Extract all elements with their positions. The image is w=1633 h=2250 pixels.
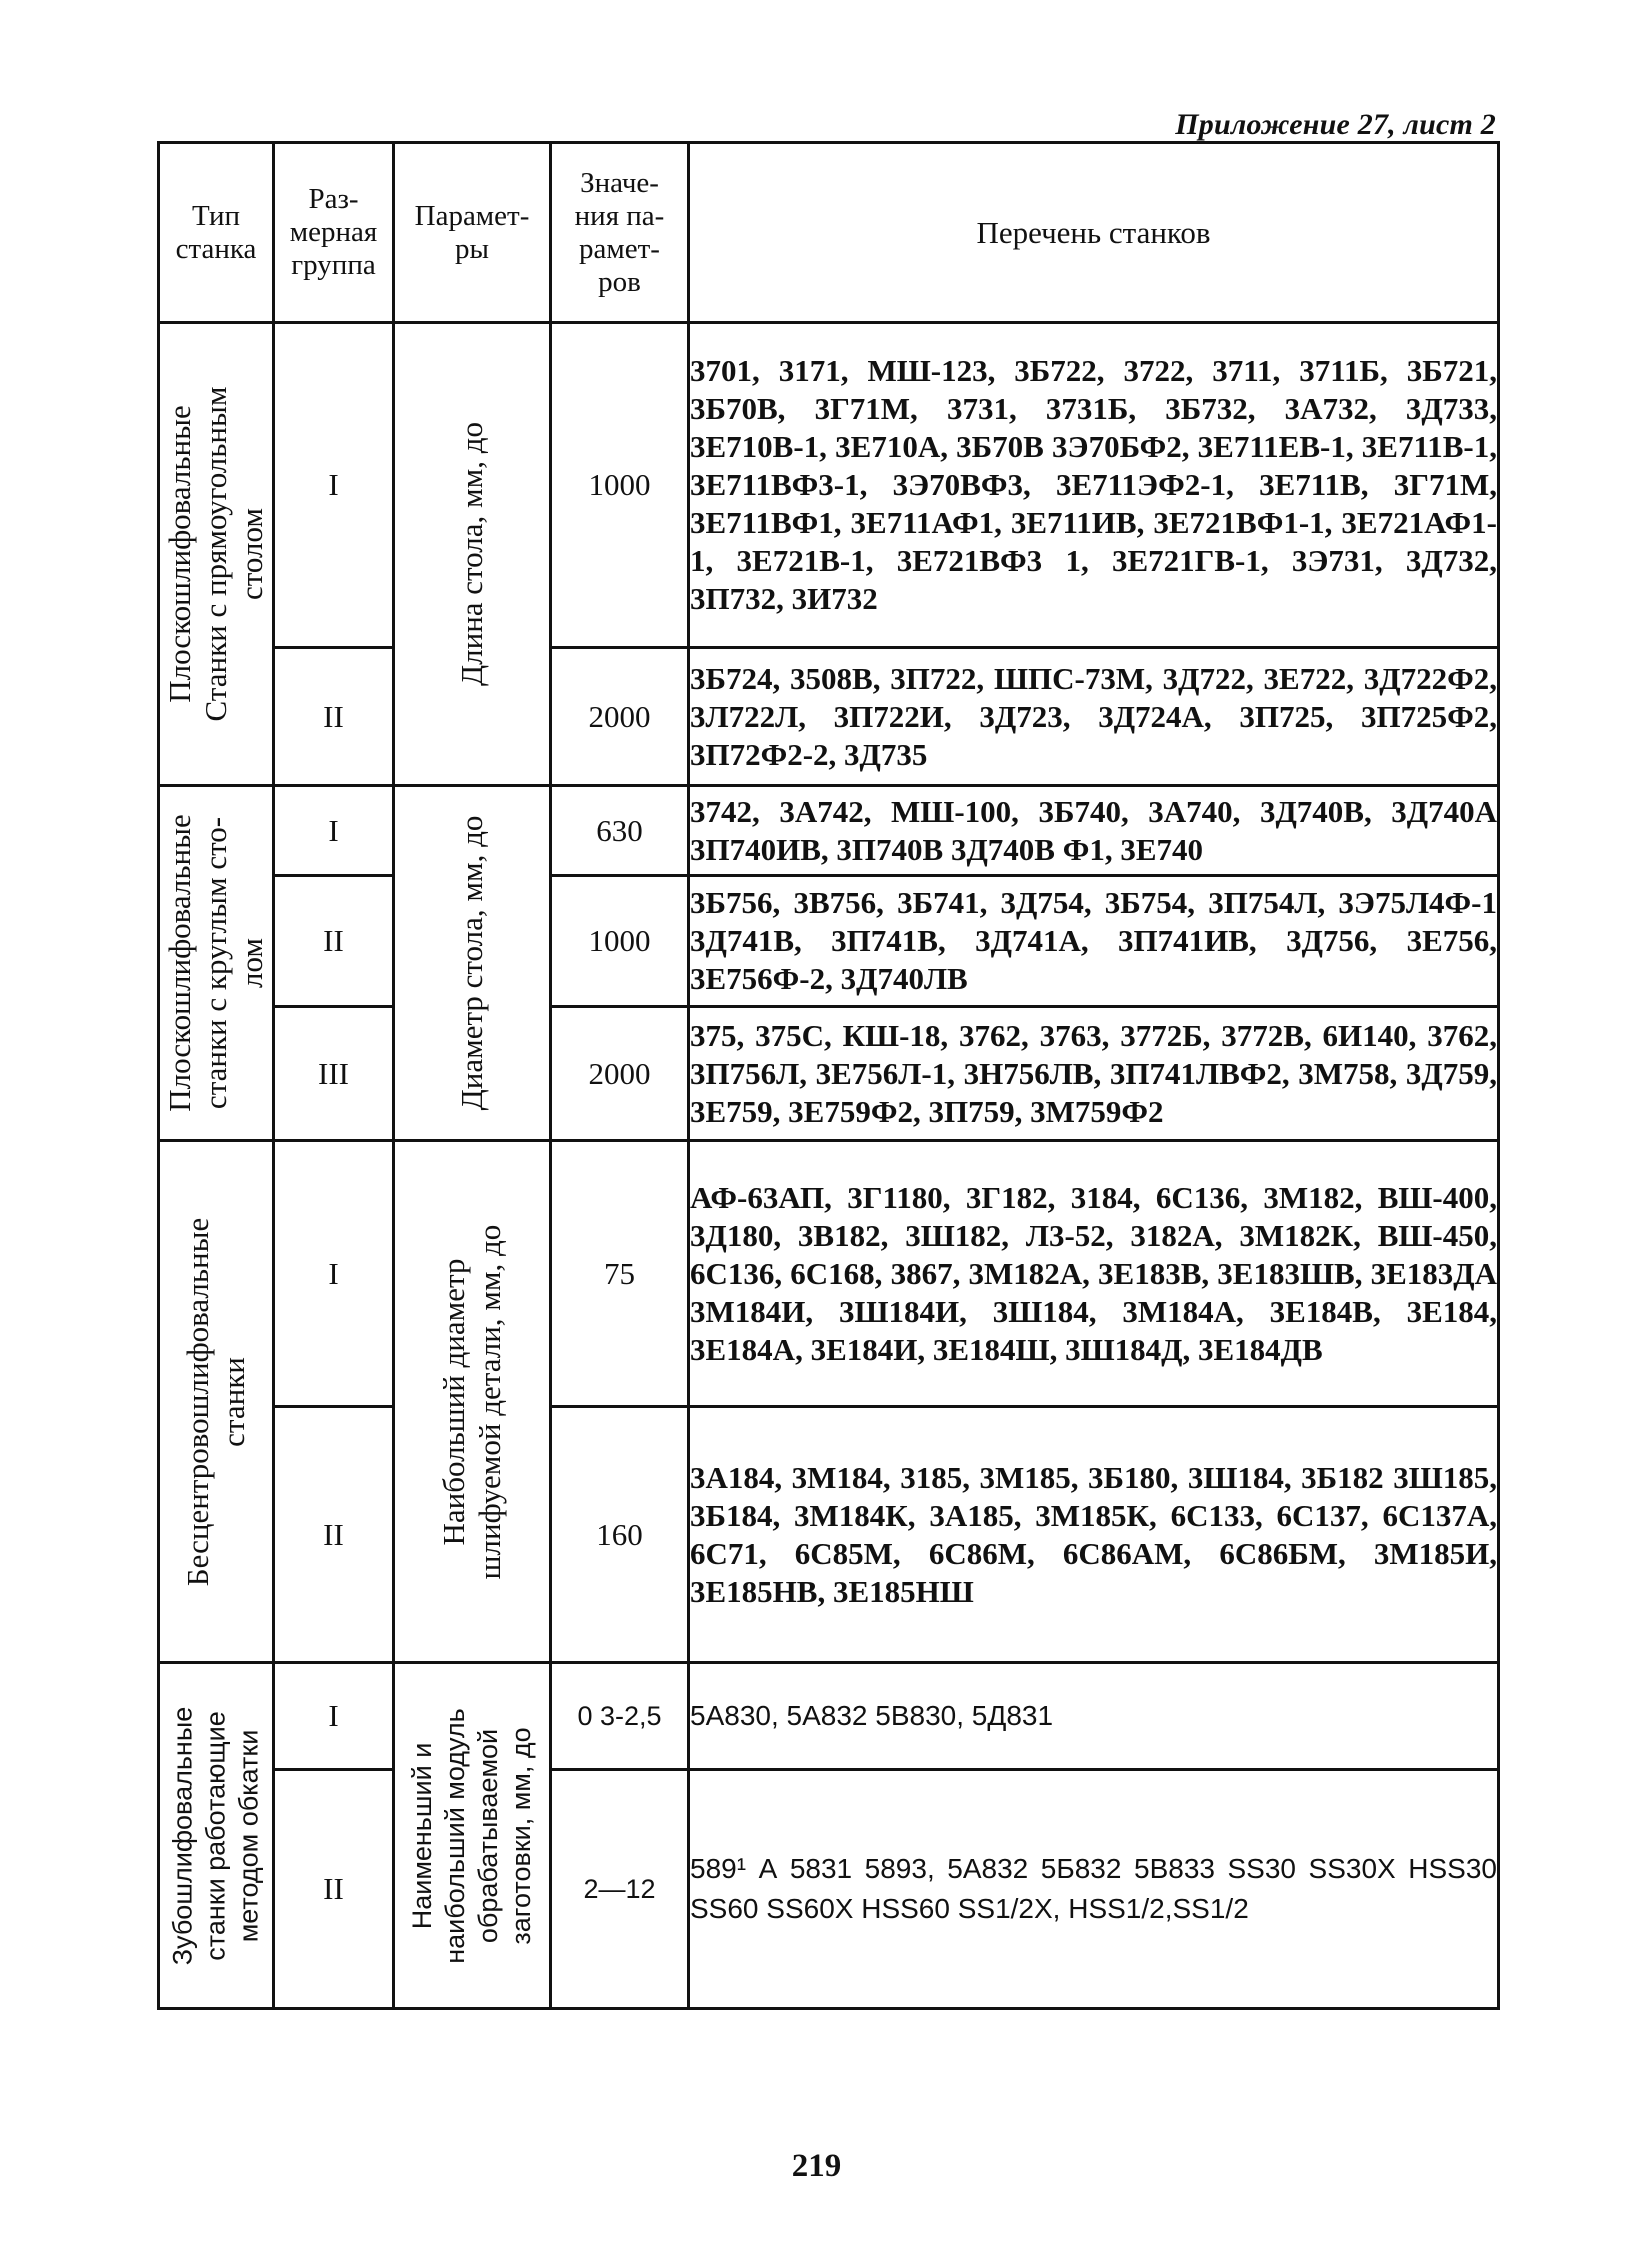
header-line: рамет- bbox=[579, 232, 660, 265]
parameter-cell bbox=[394, 786, 551, 1141]
size-group: I bbox=[274, 323, 394, 648]
machine-list: 5А830, 5А832 5В830, 5Д831 bbox=[689, 1663, 1499, 1770]
machine-type-line: лом bbox=[234, 938, 269, 988]
machine-list: 3А184, 3М184, 3185, 3М185, 3Б180, 3Ш184, 3Б182 3Ш185, 3Б184, 3М184К, 3А185, 3М185К, 6С133, 6С137, 6С137А, 6С71, 6С85М, 6С86М, 6С86АМ, 6С86БМ, 3М185И, 3Е185НВ, 3Е185НШ bbox=[689, 1407, 1499, 1663]
size-group: I bbox=[274, 1663, 394, 1770]
parameter-text: Длина стола, мм, до bbox=[454, 421, 489, 687]
machine-type-line: станки с круглым сто- bbox=[198, 816, 233, 1110]
table-row bbox=[159, 1770, 1499, 2009]
header-line: Значе- bbox=[580, 166, 659, 199]
header-line: Парамет- bbox=[414, 199, 530, 232]
page-number: 219 bbox=[791, 2148, 842, 2184]
parameter-value: 1000 bbox=[551, 323, 689, 648]
machine-table bbox=[157, 141, 1500, 2010]
parameter-text: Диаметр стола, мм, до bbox=[454, 815, 489, 1111]
header-line: Раз- bbox=[308, 183, 359, 215]
parameter-value: 2000 bbox=[551, 648, 689, 786]
size-group: II bbox=[274, 648, 394, 786]
size-group: III bbox=[274, 1007, 394, 1141]
header-line: станка bbox=[175, 232, 257, 265]
parameter-value: 2—12 bbox=[551, 1770, 689, 2009]
parameter-text: шлифуемой детали, мм, до bbox=[472, 1224, 507, 1579]
machine-type-line: Плоскошлифовальные bbox=[162, 405, 197, 703]
parameter-cell bbox=[394, 1663, 551, 2009]
header-list: Перечень станков bbox=[689, 143, 1499, 323]
parameter-text: Наибольший диаметр bbox=[436, 1258, 471, 1545]
table-row bbox=[159, 1407, 1499, 1663]
machine-list: 375, 375С, КШ-18, 3762, 3763, 3772Б, 3772В, 6И140, 3762, 3П756Л, 3Е756Л-1, 3Н756ЛВ, 3П741ЛВФ2, 3М758, 3Д759, 3Е759, 3Е759Ф2, 3П759, 3М759Ф2 bbox=[689, 1007, 1499, 1141]
table-row bbox=[159, 648, 1499, 786]
appendix-label: Приложение 27, лист 2 bbox=[1175, 108, 1496, 141]
machine-type-line: станки работающие bbox=[200, 1710, 231, 1961]
size-group: II bbox=[274, 876, 394, 1007]
header-group bbox=[274, 143, 394, 323]
machine-type-line: методом обкатки bbox=[233, 1729, 264, 1942]
table-row bbox=[159, 1141, 1499, 1407]
machine-type-line: Станки с прямоугольным bbox=[198, 386, 233, 722]
table-header-row bbox=[159, 143, 1499, 323]
parameter-text: обрабатываемой bbox=[473, 1728, 503, 1943]
table-row bbox=[159, 323, 1499, 648]
header-values bbox=[551, 143, 689, 323]
size-group: I bbox=[274, 1141, 394, 1407]
header-line: Тип bbox=[191, 199, 241, 232]
parameter-text: заготовки, мм, до bbox=[506, 1726, 536, 1945]
machine-list: 3Б724, 3508В, 3П722, ШПС-73М, 3Д722, 3Е722, 3Д722Ф2, 3Л722Л, 3П722И, 3Д723, 3Д724А, 3П725, 3П725Ф2, 3П72Ф2-2, 3Д735 bbox=[689, 648, 1499, 786]
header-params bbox=[394, 143, 551, 323]
machine-type-line: Плоскошлифовальные bbox=[162, 814, 197, 1112]
table-row bbox=[159, 876, 1499, 1007]
table-row bbox=[159, 1007, 1499, 1141]
header-type bbox=[159, 143, 274, 323]
table-row bbox=[159, 786, 1499, 876]
machine-list: 3701, 3171, МШ-123, 3Б722, 3722, 3711, 3711Б, 3Б721, 3Б70В, 3Г71М, 3731, 3731Б, 3Б732, 3А732, 3Д733, 3Е710В-1, 3Е710А, 3Б70В 3Э70БФ2, 3Е711ЕВ-1, 3Е711В-1, 3Е711ВФ3-1, 3Э70ВФ3, 3Е711ЭФ2-1, 3Е711В, 3Г71М, 3Е711ВФ1, 3Е711АФ1, 3Е711ИВ, 3Е721ВФ1-1, 3Е721АФ1-1, 3Е721В-1, 3Е721ВФ3 1, 3Е721ГВ-1, 3Э731, 3Д732, 3П732, 3И732 bbox=[689, 323, 1499, 648]
header-line: группа bbox=[291, 249, 376, 281]
machine-list: 3Б756, 3В756, 3Б741, 3Д754, 3Б754, 3П754Л, 3Э75Л4Ф-1 3Д741В, 3П741В, 3Д741А, 3П741ИВ, 3Д756, 3Е756, 3Е756Ф-2, 3Д740ЛВ bbox=[689, 876, 1499, 1007]
machine-type-cell bbox=[159, 1141, 274, 1663]
parameter-value: 0 3-2,5 bbox=[551, 1663, 689, 1770]
parameter-text: Наименьший и bbox=[407, 1742, 437, 1929]
header-line: мерная bbox=[289, 216, 378, 248]
parameter-value: 630 bbox=[551, 786, 689, 876]
size-group: I bbox=[274, 786, 394, 876]
parameter-value: 160 bbox=[551, 1407, 689, 1663]
header-line: ров bbox=[598, 265, 641, 298]
parameter-value: 2000 bbox=[551, 1007, 689, 1141]
size-group: II bbox=[274, 1407, 394, 1663]
machine-type-cell bbox=[159, 323, 274, 786]
machine-type-line: станки bbox=[216, 1356, 251, 1447]
parameter-cell bbox=[394, 1141, 551, 1663]
machine-type-cell bbox=[159, 786, 274, 1141]
parameter-text: наибольший модуль bbox=[440, 1707, 470, 1964]
machine-list: 3742, 3А742, МШ-100, 3Б740, 3А740, 3Д740В, 3Д740А 3П740ИВ, 3П740В 3Д740В Ф1, 3Е740 bbox=[689, 786, 1499, 876]
machine-type-line: Бесцентровошлифовальные bbox=[180, 1217, 215, 1586]
header-line: ния па- bbox=[574, 199, 665, 232]
parameter-value: 75 bbox=[551, 1141, 689, 1407]
parameter-value: 1000 bbox=[551, 876, 689, 1007]
table-row bbox=[159, 1663, 1499, 1770]
machine-list: АФ-63АП, 3Г1180, 3Г182, 3184, 6С136, 3М182, ВШ-400, 3Д180, 3В182, 3Ш182, Л3-52, 3182А, 3М182К, ВШ-450, 6С136, 6С168, 3867, 3М182А, 3Е183В, 3Е183ШВ, 3Е183ДА 3М184И, 3Ш184И, 3Ш184, 3М184А, 3Е184В, 3Е184, 3Е184А, 3Е184И, 3Е184Ш, 3Ш184Д, 3Е184ДВ bbox=[689, 1141, 1499, 1407]
machine-type-line: Зубошлифовальные bbox=[167, 1706, 198, 1965]
machine-type-cell bbox=[159, 1663, 274, 2009]
machine-list: 589¹ А 5831 5893, 5А832 5Б832 5В833 SS30 SS30X HSS30 SS60 SS60X HSS60 SS1/2X, HSS1/2,SS1/2 bbox=[689, 1770, 1499, 2009]
header-line: ры bbox=[455, 232, 489, 265]
machine-type-line: столом bbox=[234, 508, 269, 600]
parameter-cell bbox=[394, 323, 551, 786]
size-group: II bbox=[274, 1770, 394, 2009]
